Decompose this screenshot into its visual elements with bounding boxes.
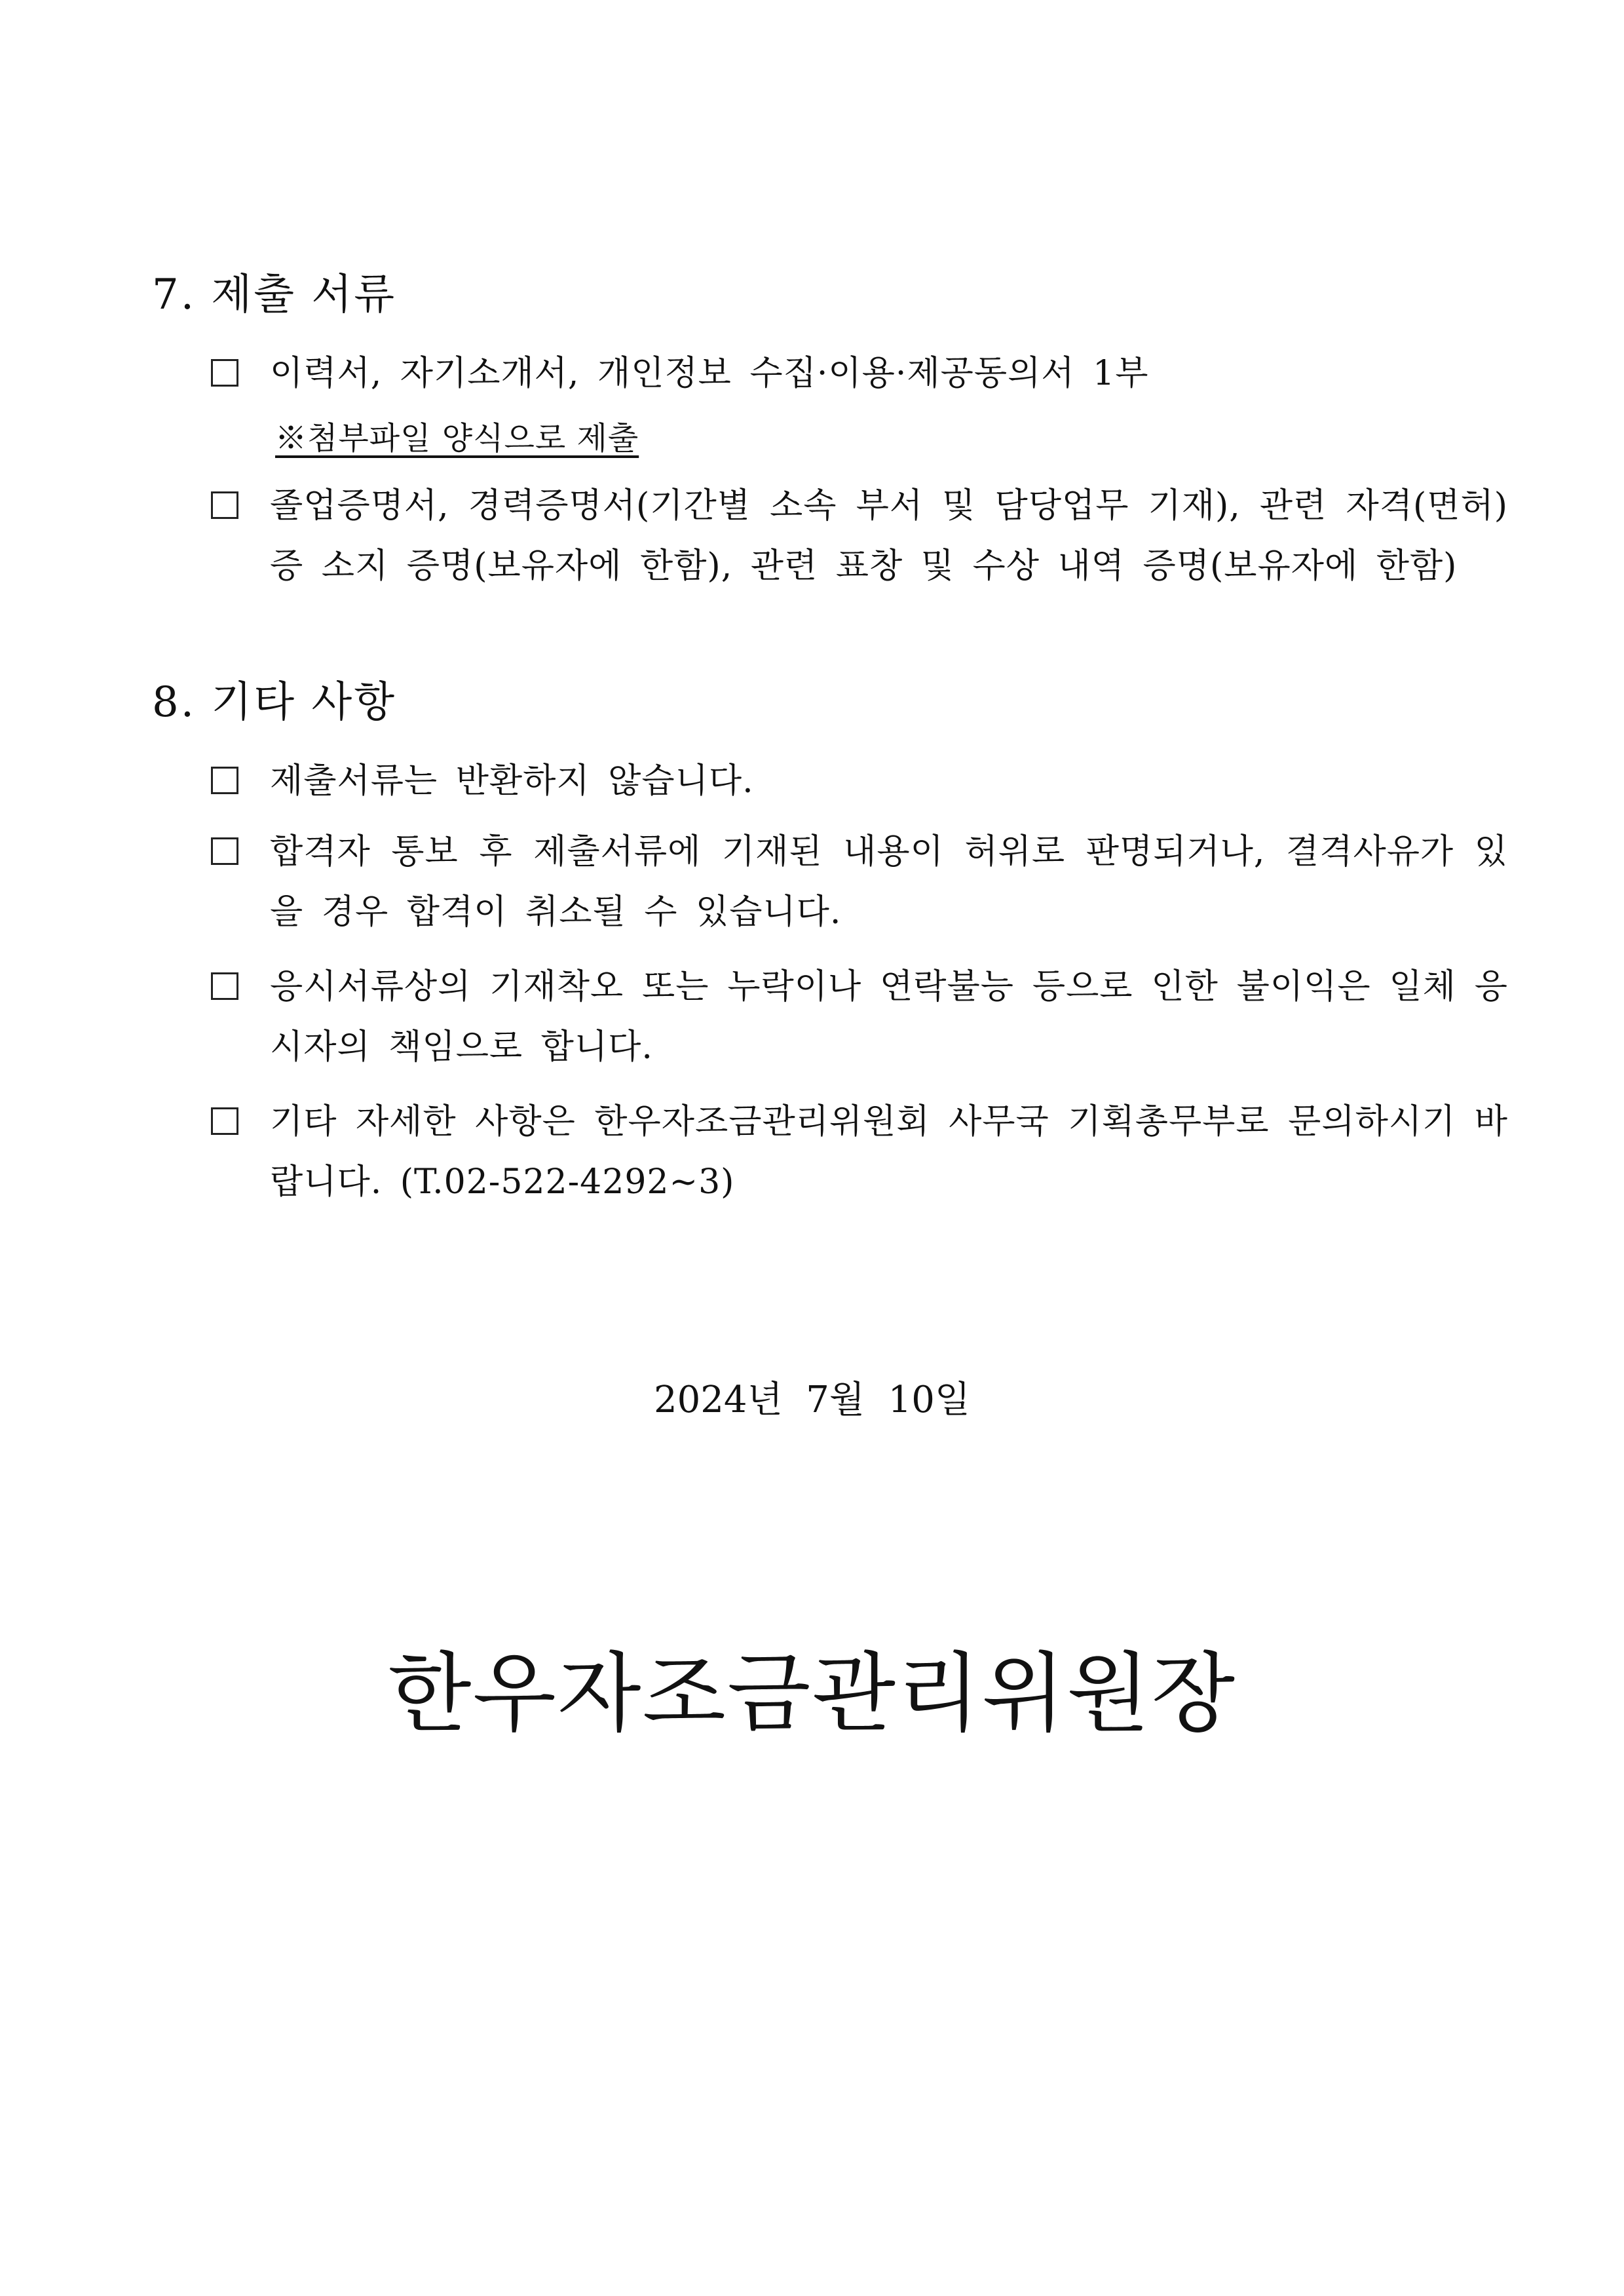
section-7-item-2-text: 졸업증명서, 경력증명서(기간별 소속 부서 및 담당업무 기재), 관련 자격(면허)증 소지 증명(보유자에 한함), 관련 표창 및 수상 내역 증명(보유자에 한함): [270, 486, 1508, 586]
section-8-item-2: [211, 822, 1508, 942]
document-date: 2024년 7월 10일: [654, 1379, 970, 1421]
checkbox-square-icon: [211, 837, 238, 865]
section-7-item-1: [211, 343, 1508, 404]
section-8-item-3: [211, 957, 1508, 1077]
section-8-item-4: [211, 1092, 1508, 1212]
section-8-item-1-text: 제출서류는 반환하지 않습니다.: [270, 761, 754, 801]
section-8-item-3-text: 응시서류상의 기재착오 또는 누락이나 연락불능 등으로 인한 불이익은 일체 응시자의 책임으로 합니다.: [270, 967, 1508, 1067]
section-8-item-2-text: 합격자 통보 후 제출서류에 기재된 내용이 허위로 판명되거나, 결격사유가 있을 경우 합격이 취소될 수 있습니다.: [270, 832, 1508, 932]
attachment-note: ※첨부파일 양식으로 제출: [275, 420, 639, 457]
section-7-title: 7. 제출 서류: [152, 271, 397, 319]
section-8-item-4-text: 기타 자세한 사항은 한우자조금관리위원회 사무국 기획총무부로 문의하시기 바랍니다. (T.02-522-4292~3): [270, 1102, 1508, 1202]
section-8-title: 8. 기타 사항: [152, 678, 397, 727]
section-8-item-1: [211, 751, 1508, 811]
checkbox-square-icon: [211, 1107, 238, 1135]
issuer-signature: 한우자조금관리위원장: [387, 1643, 1237, 1744]
section-7-item-2: [211, 476, 1508, 596]
checkbox-square-icon: [211, 491, 238, 519]
checkbox-square-icon: [211, 359, 238, 387]
checkbox-square-icon: [211, 767, 238, 794]
checkbox-square-icon: [211, 972, 238, 1000]
section-7-item-1-text: 이력서, 자기소개서, 개인정보 수집·이용·제공동의서 1부: [270, 354, 1149, 393]
